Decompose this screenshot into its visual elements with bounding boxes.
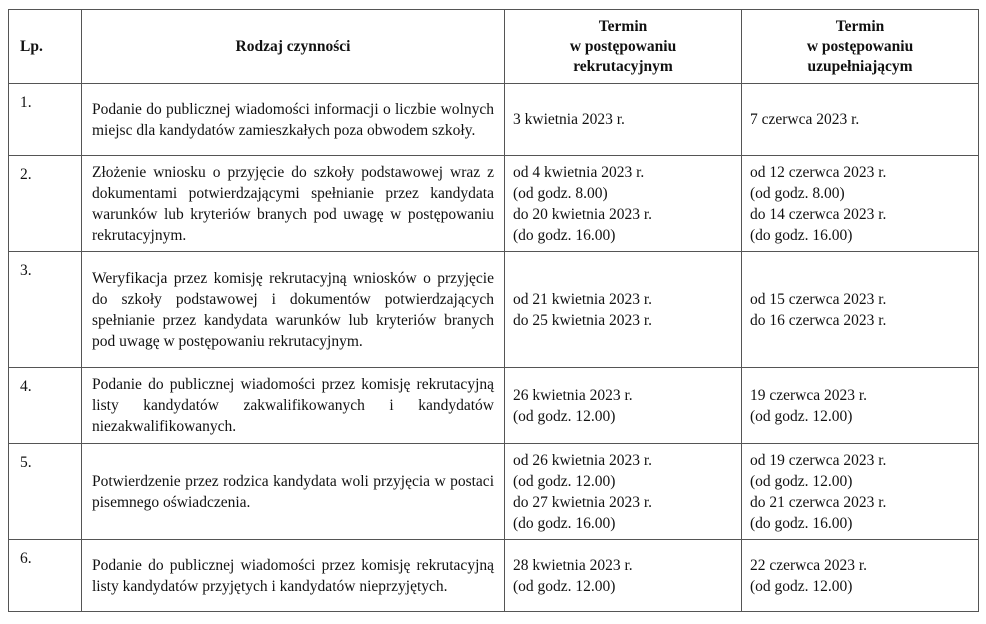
table-row <box>9 368 979 444</box>
recruitment-schedule-table <box>8 9 979 612</box>
activity-description: Podanie do publicznej wiadomości informacji o liczbie wolnych miejsc dla kandydatów zamieszkałych poza obwodem szkoły. <box>82 84 505 156</box>
recruitment-term: 3 kwietnia 2023 r. <box>505 84 742 156</box>
recruitment-term: od 4 kwietnia 2023 r. (od godz. 8.00) do 20 kwietnia 2023 r. (do godz. 16.00) <box>505 156 742 252</box>
table-row <box>9 540 979 612</box>
supplementary-term: od 12 czerwca 2023 r. (od godz. 8.00) do 14 czerwca 2023 r. (do godz. 16.00) <box>742 156 979 252</box>
header-supplementary-term: Termin w postępowaniu uzupełniającym <box>742 10 979 84</box>
header-recruitment-term: Termin w postępowaniu rekrutacyjnym <box>505 10 742 84</box>
row-number: 5. <box>9 444 82 540</box>
table-row <box>9 84 979 156</box>
activity-description: Potwierdzenie przez rodzica kandydata woli przyjęcia w postaci pisemnego oświadczenia. <box>82 444 505 540</box>
activity-description: Złożenie wniosku o przyjęcie do szkoły podstawowej wraz z dokumentami potwierdzającymi spełnianie przez kandydata warunków lub kryteriów branych pod uwagę w postępowaniu rekrutacyjnym. <box>82 156 505 252</box>
recruitment-term: od 21 kwietnia 2023 r. do 25 kwietnia 2023 r. <box>505 252 742 368</box>
row-number: 2. <box>9 156 82 252</box>
activity-description: Podanie do publicznej wiadomości przez komisję rekrutacyjną listy kandydatów zakwalifikowanych i kandydatów niezakwalifikowanych. <box>82 368 505 444</box>
table-row <box>9 156 979 252</box>
row-number: 3. <box>9 252 82 368</box>
row-number: 1. <box>9 84 82 156</box>
supplementary-term: 22 czerwca 2023 r. (od godz. 12.00) <box>742 540 979 612</box>
supplementary-term: od 19 czerwca 2023 r. (od godz. 12.00) do 21 czerwca 2023 r. (do godz. 16.00) <box>742 444 979 540</box>
activity-description: Weryfikacja przez komisję rekrutacyjną wniosków o przyjęcie do szkoły podstawowej i dokumentów potwierdzających spełnianie przez kandydata warunków lub kryteriów branych pod uwagę w postępowaniu rekrutacyjnym. <box>82 252 505 368</box>
table-row <box>9 252 979 368</box>
supplementary-term: od 15 czerwca 2023 r. do 16 czerwca 2023 r. <box>742 252 979 368</box>
table-row <box>9 444 979 540</box>
recruitment-term: 28 kwietnia 2023 r. (od godz. 12.00) <box>505 540 742 612</box>
activity-description: Podanie do publicznej wiadomości przez komisję rekrutacyjną listy kandydatów przyjętych i kandydatów nieprzyjętych. <box>82 540 505 612</box>
recruitment-term: 26 kwietnia 2023 r. (od godz. 12.00) <box>505 368 742 444</box>
row-number: 6. <box>9 540 82 612</box>
supplementary-term: 19 czerwca 2023 r. (od godz. 12.00) <box>742 368 979 444</box>
supplementary-term: 7 czerwca 2023 r. <box>742 84 979 156</box>
recruitment-term: od 26 kwietnia 2023 r. (od godz. 12.00) do 27 kwietnia 2023 r. (do godz. 16.00) <box>505 444 742 540</box>
row-number: 4. <box>9 368 82 444</box>
header-lp: Lp. <box>9 10 82 84</box>
header-activity: Rodzaj czynności <box>82 10 505 84</box>
table-header-row <box>9 10 979 84</box>
